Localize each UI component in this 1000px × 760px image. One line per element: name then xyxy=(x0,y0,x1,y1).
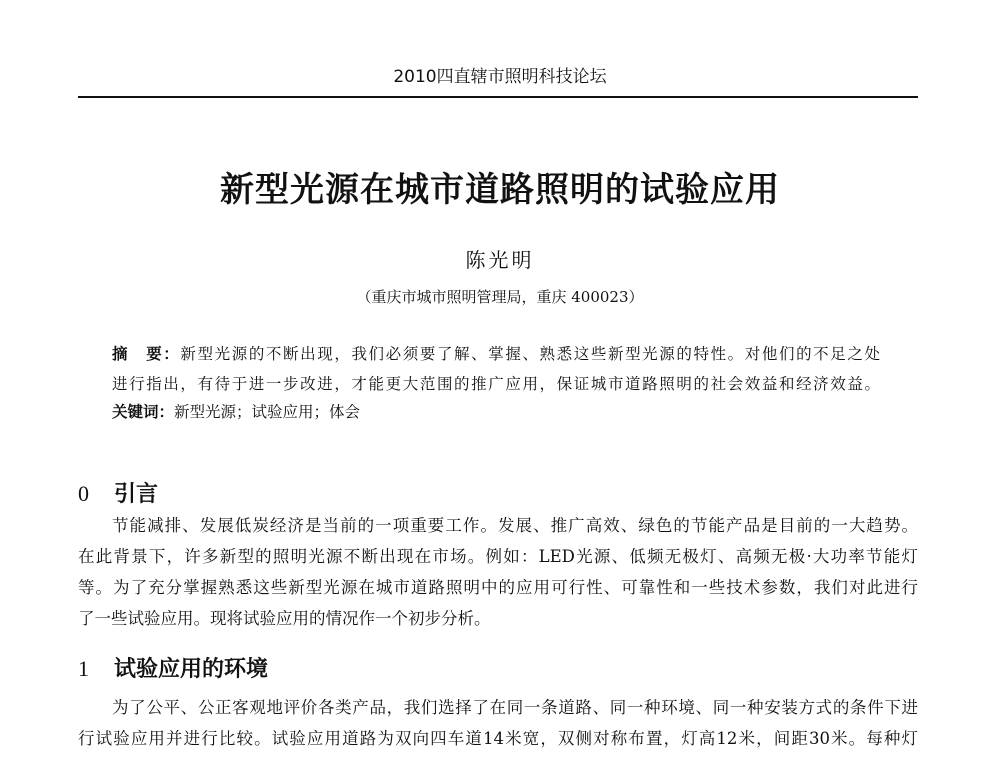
keywords-label: 关键词： xyxy=(112,403,175,421)
keywords: 关键词：新型光源；试验应用；体会 xyxy=(112,403,361,421)
paragraph-line: 行试验应用并进行比较。试验应用道路为双向四车道14米宽，双侧对称布置，灯高12米，间距30米。每种灯 xyxy=(78,729,918,748)
paragraph-line: 了一些试验应用。现将试验应用的情况作一个初步分析。 xyxy=(78,609,491,628)
paper-title: 新型光源在城市道路照明的试验应用 xyxy=(220,170,780,210)
paragraph-line: 等。为了充分掌握熟悉这些新型光源在城市道路照明中的应用可行性、可靠性和一些技术参数，我们对此进行 xyxy=(78,578,918,597)
author: 陈光明 xyxy=(465,248,535,272)
abstract-line: 进行指出，有待于进一步改进，才能更大范围的推广应用，保证城市道路照明的社会效益和经济效益。 xyxy=(112,375,880,393)
paragraph-line: 为了公平、公正客观地评价各类产品，我们选择了在同一条道路、同一种环境、同一种安装方式的条件下进 xyxy=(112,698,918,717)
header-rule xyxy=(78,96,918,98)
abstract-line: 摘 要：新型光源的不断出现，我们必须要了解、掌握、熟悉这些新型光源的特性。对他们的不足之处 xyxy=(112,345,880,363)
paragraph-line: 在此背景下，许多新型的照明光源不断出现在市场。例如：LED光源、低频无极灯、高频无极·大功率节能灯 xyxy=(78,547,918,566)
section-heading: 1 试验应用的环境 xyxy=(78,656,269,682)
affiliation: （重庆市城市照明管理局，重庆 400023） xyxy=(356,288,644,306)
abstract-label: 摘 要： xyxy=(112,345,181,363)
running-header: 2010四直辖市照明科技论坛 xyxy=(393,67,607,87)
section-heading: 0 引言 xyxy=(78,481,159,507)
paragraph-line: 节能减排、发展低炭经济是当前的一项重要工作。发展、推广高效、绿色的节能产品是目前的一大趋势。 xyxy=(112,516,918,535)
